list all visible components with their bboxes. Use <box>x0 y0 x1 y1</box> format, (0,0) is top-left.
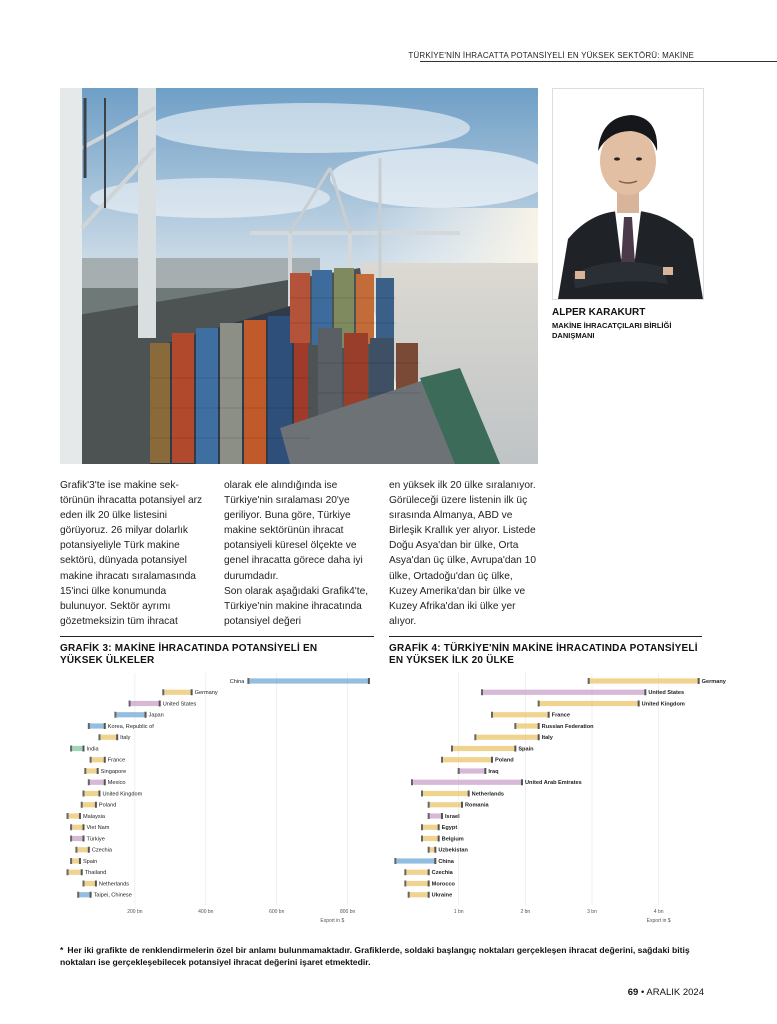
body-paragraph: Grafik'3'te ise makine sektörünün ihracatta potansiyel arz eden ilk 20 ülke listesini görüyoruz. 26 milyar dolarlık potansiyeliyle Türk makine sektörü, dünyada potansiyel makine ihracatı sıralamasında 15'inci ülke konumunda bulunuyor. Sektör ayrımı gözetmeksizin tüm ihracat <box>60 480 203 627</box>
category-label: Israel <box>445 813 460 820</box>
potential-marker <box>104 779 106 785</box>
actual-marker <box>98 734 100 740</box>
category-label: Italy <box>120 735 131 742</box>
category-label: Czechia <box>91 847 113 854</box>
potential-range-bar <box>452 746 515 751</box>
actual-marker <box>83 881 85 887</box>
potential-marker <box>83 824 85 830</box>
category-label: Spain <box>82 858 98 865</box>
actual-marker <box>70 824 72 830</box>
actual-marker <box>588 678 590 684</box>
actual-marker <box>90 757 92 763</box>
potential-marker <box>441 813 443 819</box>
category-label: Poland <box>495 757 514 764</box>
category-label: Morocco <box>431 881 455 888</box>
potential-range-bar <box>71 858 80 863</box>
category-label: Russian Federation <box>541 723 594 730</box>
potential-range-bar <box>99 735 117 740</box>
category-label: China <box>229 678 245 685</box>
chart-title: GRAFİK 3: MAKİNE İHRACATINDA POTANSİYELİ EN YÜKSEK ÜLKELER <box>60 643 318 666</box>
category-label: United States <box>648 690 685 697</box>
potential-range-bar <box>422 791 469 796</box>
footnote-text: Her iki grafikte de renklendirmelerin özel bir anlamı bulunmamaktadır. Grafiklerde, soldaki başlangıç noktaları gerçekleşen ihracat değerini, sağdaki bitiş noktaları ise gerçekleşebilecek potansiyel ihracat değerini işaret etmektedir. <box>60 945 690 967</box>
category-label: Poland <box>98 802 117 809</box>
category-label: Netherlands <box>471 791 504 798</box>
actual-marker <box>428 847 430 853</box>
category-label: Malaysia <box>82 813 106 820</box>
potential-marker <box>538 723 540 729</box>
category-label: Taipei, Chinese <box>93 892 132 899</box>
category-label: Egypt <box>441 825 458 832</box>
potential-range-bar <box>492 712 549 717</box>
potential-marker <box>97 768 99 774</box>
author-title: MAKİNE İHRACATÇILARI BİRLİĞİ DANIŞMANI <box>552 321 672 340</box>
potential-marker <box>461 802 463 808</box>
page-folio <box>628 987 704 998</box>
potential-marker <box>88 847 90 853</box>
potential-range-bar <box>482 690 645 695</box>
potential-marker <box>638 701 640 707</box>
body-paragraph: Son olarak aşağıdaki Grafik4'te, Türkiye'nin makine ihracatında potansiyel değeri <box>224 585 369 627</box>
potential-marker <box>514 746 516 752</box>
category-label: Ukraine <box>431 892 453 899</box>
chart-grafik-3 <box>60 673 380 935</box>
actual-marker <box>88 723 90 729</box>
running-header: TÜRKİYE'NİN İHRACATTA POTANSİYELİ EN YÜKSEK SEKTÖRÜ: MAKİNE <box>408 51 694 60</box>
potential-range-bar <box>115 712 145 717</box>
category-label: United Kingdom <box>102 791 143 798</box>
actual-marker <box>428 813 430 819</box>
author-portrait <box>552 88 704 300</box>
potential-range-bar <box>91 757 105 762</box>
actual-marker <box>474 734 476 740</box>
category-label: Korea, Republic of <box>107 723 154 730</box>
actual-marker <box>538 701 540 707</box>
potential-range-bar <box>85 768 97 773</box>
x-axis-label: Export in $ <box>320 918 345 924</box>
actual-marker <box>77 892 79 898</box>
potential-marker <box>104 757 106 763</box>
x-tick-label: 4 bn <box>653 909 664 915</box>
page-number: 69 <box>627 987 639 998</box>
body-column-3 <box>389 478 539 629</box>
potential-range-bar <box>163 690 191 695</box>
actual-marker <box>88 779 90 785</box>
actual-marker <box>114 712 116 718</box>
potential-range-bar <box>71 836 83 841</box>
potential-range-bar <box>475 735 538 740</box>
potential-marker <box>104 723 106 729</box>
header-rule <box>420 61 777 62</box>
potential-marker <box>368 678 370 684</box>
potential-range-bar <box>422 836 439 841</box>
potential-marker <box>434 858 436 864</box>
potential-marker <box>79 813 81 819</box>
actual-marker <box>70 858 72 864</box>
potential-range-bar <box>68 870 82 875</box>
actual-marker <box>70 836 72 842</box>
chart-rule <box>60 636 374 637</box>
actual-marker <box>491 712 493 718</box>
category-label: Iraq <box>488 768 499 775</box>
category-label: Italy <box>541 735 553 742</box>
potential-range-bar <box>409 892 429 897</box>
potential-range-bar <box>405 870 428 875</box>
potential-range-bar <box>68 813 80 818</box>
potential-marker <box>83 836 85 842</box>
body-paragraph: en yüksek ilk 20 ülke sıralanıyor. Görüleceği üzere listenin ilk üç sırasında Almanya, ABD ve Birleşik Krallık yer alıyor. Listede Doğu Asya'dan bir ülke, Orta Asya'dan üç ülke, Avrupa'dan 10 ülke, Ortadoğu'dan üç ülke, Kuzey Amerika'dan bir ülke ve Kuzey Afrika'dan iki ülke yer alıyor. <box>389 480 536 627</box>
x-tick-label: 800 bn <box>339 909 356 915</box>
actual-marker <box>394 858 396 864</box>
category-label: Spain <box>518 746 534 753</box>
potential-range-bar <box>89 780 105 785</box>
potential-marker <box>438 836 440 842</box>
x-tick-label: 200 bn <box>127 909 143 915</box>
potential-range-bar <box>71 825 83 830</box>
category-label: India <box>86 746 99 753</box>
potential-range-bar <box>442 757 492 762</box>
actual-marker <box>81 802 83 808</box>
potential-range-bar <box>248 678 369 683</box>
potential-marker <box>438 824 440 830</box>
category-label: Singapore <box>100 768 127 775</box>
potential-range-bar <box>422 825 439 830</box>
potential-marker <box>468 791 470 797</box>
category-label: Japan <box>148 712 164 719</box>
actual-marker <box>441 757 443 763</box>
potential-marker <box>90 892 92 898</box>
category-label: Türkiye <box>86 836 105 843</box>
actual-marker <box>514 723 516 729</box>
footnote <box>60 944 720 968</box>
actual-marker <box>67 869 69 875</box>
potential-marker <box>191 689 193 695</box>
potential-marker <box>484 768 486 774</box>
potential-marker <box>116 734 118 740</box>
category-label: China <box>438 858 454 865</box>
actual-marker <box>75 847 77 853</box>
potential-marker <box>98 791 100 797</box>
actual-marker <box>481 689 483 695</box>
potential-range-bar <box>84 791 100 796</box>
actual-marker <box>421 836 423 842</box>
potential-range-bar <box>395 858 435 863</box>
category-label: Germany <box>194 690 218 697</box>
category-label: Thailand <box>84 870 107 877</box>
actual-marker <box>247 678 249 684</box>
potential-marker <box>538 734 540 740</box>
potential-range-bar <box>89 723 105 728</box>
category-label: France <box>551 712 571 719</box>
potential-marker <box>79 858 81 864</box>
actual-marker <box>421 824 423 830</box>
potential-range-bar <box>539 701 639 706</box>
potential-marker <box>428 892 430 898</box>
category-label: United Arab Emirates <box>525 780 582 787</box>
potential-range-bar <box>589 678 699 683</box>
category-label: Uzbekistan <box>438 847 468 854</box>
x-tick-label: 1 bn <box>453 909 464 915</box>
folio-bullet: • <box>640 987 645 998</box>
actual-marker <box>411 779 413 785</box>
category-label: France <box>107 757 126 764</box>
potential-range-bar <box>429 802 462 807</box>
potential-range-bar <box>515 723 538 728</box>
x-tick-label: 2 bn <box>520 909 531 915</box>
actual-marker <box>84 768 86 774</box>
potential-marker <box>145 712 147 718</box>
potential-range-bar <box>429 813 442 818</box>
author-name: ALPER KARAKURT <box>552 307 646 318</box>
actual-marker <box>451 746 453 752</box>
potential-range-bar <box>459 768 486 773</box>
actual-marker <box>421 791 423 797</box>
actual-marker <box>458 768 460 774</box>
category-label: Czechia <box>431 870 453 877</box>
body-column-2 <box>224 478 374 629</box>
potential-marker <box>83 746 85 752</box>
chart-rule <box>389 636 702 637</box>
potential-marker <box>491 757 493 763</box>
actual-marker <box>428 802 430 808</box>
potential-marker <box>81 869 83 875</box>
potential-range-bar <box>405 881 428 886</box>
x-axis-label: Export in $ <box>646 918 671 924</box>
potential-marker <box>644 689 646 695</box>
category-label: Romania <box>465 802 489 809</box>
port-container-photo <box>60 88 538 464</box>
category-label: Belgium <box>441 836 464 843</box>
category-label: Viet Nam <box>86 825 110 832</box>
category-label: Germany <box>701 678 726 685</box>
potential-range-bar <box>84 881 96 886</box>
potential-marker <box>159 701 161 707</box>
potential-marker <box>698 678 700 684</box>
x-tick-label: 600 bn <box>269 909 285 915</box>
body-paragraph: olarak ele alındığında ise Türkiye'nin sıralaması 20'ye geriliyor. Buna göre, Türkiye makine sektörünün ihracat potansiyeli küresel ölçekte ve genel ihracatta görece daha iyi durumdadır. <box>224 480 363 582</box>
actual-marker <box>70 746 72 752</box>
potential-range-bar <box>412 780 522 785</box>
category-label: Mexico <box>107 780 126 787</box>
actual-marker <box>404 881 406 887</box>
body-column-1 <box>60 478 206 629</box>
potential-range-bar <box>82 802 96 807</box>
actual-marker <box>408 892 410 898</box>
potential-marker <box>428 881 430 887</box>
issue-date: ARALIK 2024 <box>646 987 704 998</box>
actual-marker <box>129 701 131 707</box>
category-label: United Kingdom <box>641 701 685 708</box>
potential-marker <box>521 779 523 785</box>
category-label: United States <box>162 701 197 708</box>
potential-marker <box>428 869 430 875</box>
chart-grafik-4 <box>388 673 726 935</box>
potential-marker <box>548 712 550 718</box>
x-tick-label: 3 bn <box>587 909 597 915</box>
footnote-marker: * <box>60 945 64 955</box>
actual-marker <box>83 791 85 797</box>
potential-range-bar <box>71 746 83 751</box>
potential-marker <box>95 802 97 808</box>
chart-title: GRAFİK 4: TÜRKİYE'NİN MAKİNE İHRACATINDA POTANSİYELİ EN YÜKSEK İLK 20 ÜLKE <box>389 643 698 666</box>
actual-marker <box>67 813 69 819</box>
potential-range-bar <box>76 847 88 852</box>
potential-range-bar <box>130 701 160 706</box>
potential-marker <box>95 881 97 887</box>
actual-marker <box>404 869 406 875</box>
actual-marker <box>162 689 164 695</box>
potential-range-bar <box>78 892 90 897</box>
x-tick-label: 400 bn <box>198 909 214 915</box>
potential-marker <box>434 847 436 853</box>
category-label: Netherlands <box>98 881 130 888</box>
